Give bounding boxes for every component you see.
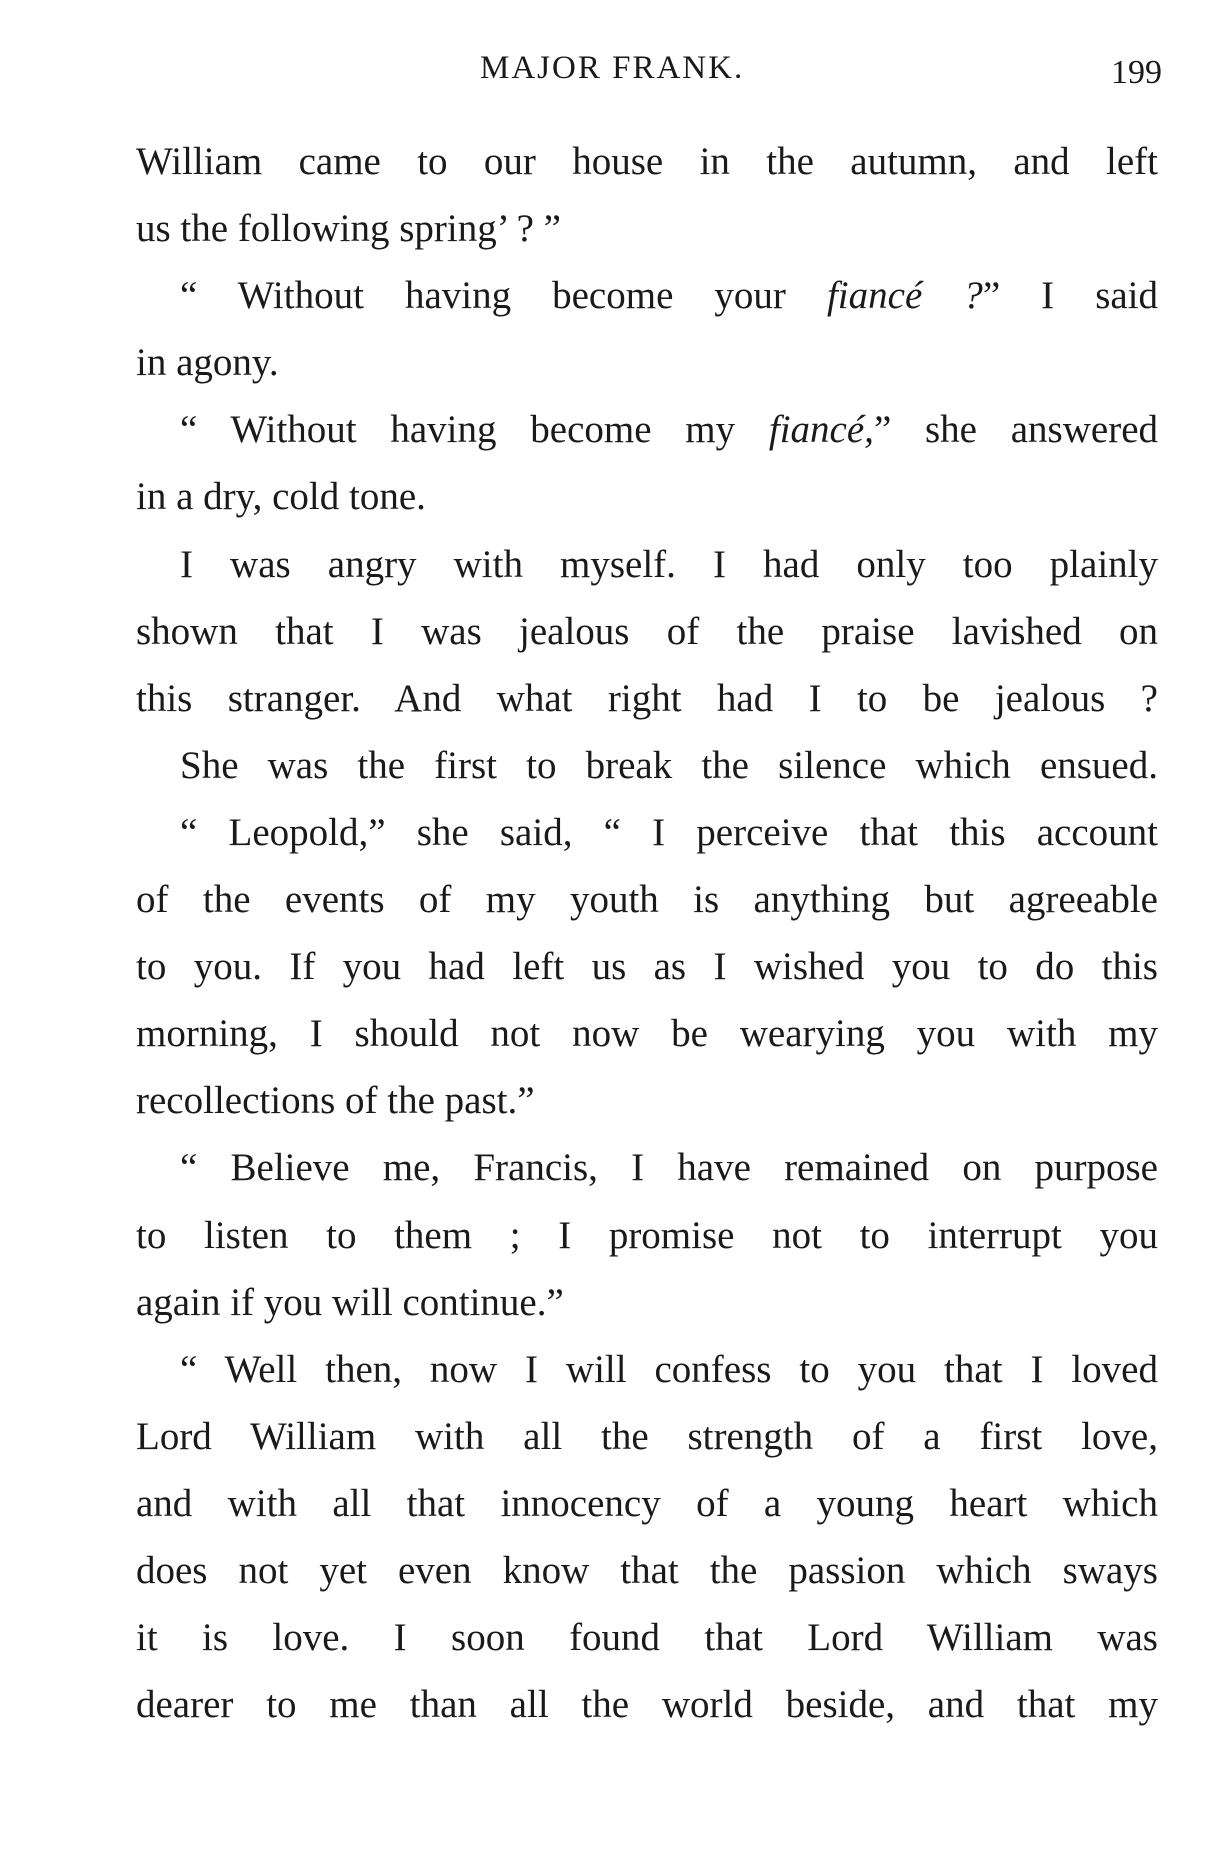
text-line: us the following spring’ ? ”: [136, 207, 561, 251]
text-line: this stranger. And what right had I to be jealous ?: [136, 676, 1158, 720]
text-line: “ Believe me, Francis, I have remained on purpose: [180, 1146, 1158, 1190]
text-line: [136, 396, 1158, 463]
text-fragment: “ Without having become your: [180, 274, 827, 318]
text-line: morning, I should not now be wearying you with my: [136, 1012, 1158, 1056]
text-line: it is love. I soon found that Lord William was: [136, 1616, 1158, 1660]
text-line: to listen to them ; I promise not to interrupt you: [136, 1213, 1158, 1257]
italic-word: fiancé ?: [826, 274, 983, 318]
text-line: in agony.: [136, 341, 279, 385]
text-line: and with all that innocency of a young heart which: [136, 1481, 1158, 1525]
text-line: She was the first to break the silence which ensued.: [180, 743, 1158, 787]
text-line: [136, 262, 1158, 329]
page-number: 199: [1111, 54, 1162, 91]
text-fragment: ” I said: [982, 274, 1159, 318]
page-header: [0, 50, 1220, 110]
running-head: MAJOR FRANK.: [480, 50, 745, 86]
text-line: in a dry, cold tone.: [136, 475, 426, 519]
text-fragment: ” she answered: [873, 408, 1159, 452]
text-line: “ Leopold,” she said, “ I perceive that this account: [180, 810, 1158, 854]
text-line: dearer to me than all the world beside, and that my: [136, 1683, 1158, 1727]
text-line: William came to our house in the autumn, and left: [136, 140, 1158, 183]
body-text: [136, 128, 1158, 1738]
italic-word: fiancé,: [768, 408, 874, 452]
text-line: Lord William with all the strength of a first love,: [136, 1414, 1158, 1458]
text-line: again if you will continue.”: [136, 1280, 564, 1324]
text-line: shown that I was jealous of the praise lavished on: [136, 609, 1158, 653]
text-line: of the events of my youth is anything but agreeable: [136, 878, 1158, 922]
text-line: does not yet even know that the passion which sways: [136, 1548, 1158, 1592]
text-line: I was angry with myself. I had only too plainly: [180, 542, 1158, 586]
text-line: recollections of the past.”: [136, 1079, 535, 1123]
text-line: “ Well then, now I will confess to you that I loved: [180, 1347, 1158, 1391]
text-line: to you. If you had left us as I wished you to do this: [136, 945, 1158, 989]
text-fragment: “ Without having become my: [180, 408, 769, 452]
